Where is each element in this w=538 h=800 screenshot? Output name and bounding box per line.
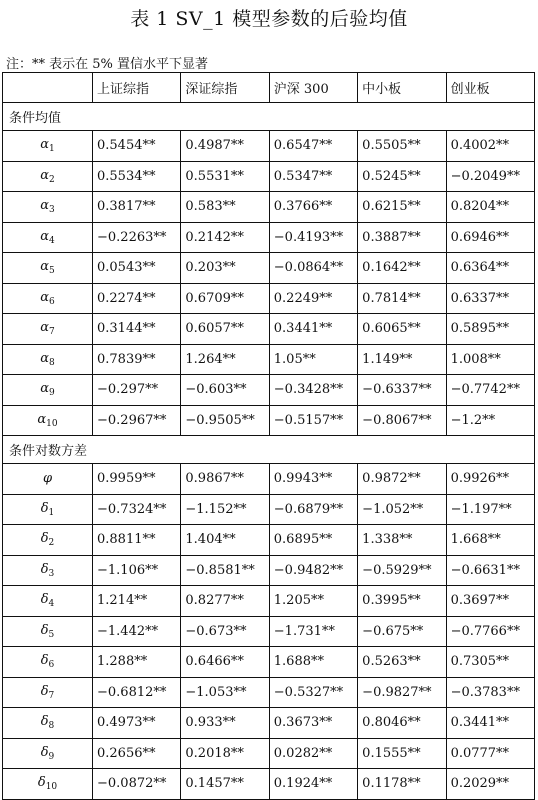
value-cell: 0.6065** (358, 314, 446, 345)
parameter-symbol (3, 375, 93, 406)
value-cell: −1.731** (269, 616, 357, 647)
value-cell: 1.288** (93, 647, 181, 678)
parameter-symbol (3, 494, 93, 525)
value-cell: 1.264** (181, 344, 269, 375)
parameter-symbol (3, 647, 93, 678)
value-cell: 0.5454** (93, 131, 181, 162)
value-cell: 0.1555** (358, 738, 446, 769)
table-row (3, 647, 535, 678)
value-cell: 0.3144** (93, 314, 181, 345)
value-cell: 0.8811** (93, 525, 181, 556)
parameter-subscript: 4 (48, 599, 55, 610)
parameter-subscript: 6 (49, 296, 55, 307)
parameter-letter: δ (40, 683, 49, 699)
table-row (3, 283, 535, 314)
value-cell: 0.3817** (93, 192, 181, 223)
value-cell: 0.9926** (446, 464, 534, 495)
table-row (3, 344, 535, 375)
parameter-letter: δ (40, 622, 49, 638)
value-cell: 0.3995** (358, 586, 446, 617)
table-row (3, 708, 535, 739)
table-row (3, 375, 535, 406)
parameter-subscript: 4 (49, 235, 55, 246)
parameter-subscript: 7 (48, 690, 55, 701)
value-cell: 1.149** (358, 344, 446, 375)
value-cell: −0.6337** (358, 375, 446, 406)
parameter-letter: δ (40, 592, 49, 608)
parameter-subscript: 8 (48, 721, 55, 732)
value-cell: −0.4193** (269, 222, 357, 253)
value-cell: −1.442** (93, 616, 181, 647)
parameter-subscript: 6 (48, 660, 55, 671)
table-row (3, 222, 535, 253)
value-cell: 0.6466** (181, 647, 269, 678)
table-row (3, 525, 535, 556)
parameter-symbol (3, 525, 93, 556)
value-cell: 0.2249** (269, 283, 357, 314)
value-cell: 0.5531** (181, 161, 269, 192)
value-cell: 0.8046** (358, 708, 446, 739)
table-row (3, 738, 535, 769)
column-header-blank (3, 73, 93, 103)
value-cell: 0.2656** (93, 738, 181, 769)
parameter-subscript: 8 (49, 357, 55, 368)
table-row (3, 131, 535, 162)
value-cell: −0.673** (181, 616, 269, 647)
parameter-letter: α (40, 137, 50, 153)
parameter-letter: α (40, 381, 50, 397)
table-row (3, 677, 535, 708)
parameter-symbol (3, 131, 93, 162)
value-cell: 0.6215** (358, 192, 446, 223)
value-cell: 0.9943** (269, 464, 357, 495)
parameter-symbol (3, 192, 93, 223)
value-cell: 0.0543** (93, 253, 181, 284)
value-cell: 0.5534** (93, 161, 181, 192)
parameter-subscript: 3 (48, 568, 55, 579)
parameter-letter: δ (40, 744, 49, 760)
parameter-subscript: 10 (46, 418, 58, 429)
parameter-letter: α (40, 320, 50, 336)
value-cell: 0.3766** (269, 192, 357, 223)
value-cell: −0.0864** (269, 253, 357, 284)
value-cell: 0.2274** (93, 283, 181, 314)
value-cell: 0.5263** (358, 647, 446, 678)
parameter-symbol (3, 222, 93, 253)
value-cell: 0.4973** (93, 708, 181, 739)
parameter-subscript: 2 (49, 174, 55, 185)
table-row (3, 586, 535, 617)
parameter-symbol (3, 586, 93, 617)
value-cell: 0.2029** (446, 769, 534, 800)
value-cell: −0.6812** (93, 677, 181, 708)
value-cell: −0.6879** (269, 494, 357, 525)
parameter-letter: α (40, 167, 50, 183)
parameter-symbol (3, 616, 93, 647)
parameter-symbol (3, 677, 93, 708)
value-cell: 0.6946** (446, 222, 534, 253)
parameter-symbol (3, 314, 93, 345)
parameter-letter: δ (40, 500, 49, 516)
table-row (3, 555, 535, 586)
value-cell: 0.1642** (358, 253, 446, 284)
parameter-letter: δ (40, 561, 49, 577)
parameter-letter: α (40, 259, 50, 275)
value-cell: 0.8277** (181, 586, 269, 617)
parameter-symbol (3, 769, 93, 800)
value-cell: 1.205** (269, 586, 357, 617)
value-cell: 0.6895** (269, 525, 357, 556)
parameter-symbol (3, 283, 93, 314)
table-row (3, 494, 535, 525)
parameter-symbol (3, 253, 93, 284)
value-cell: 0.7814** (358, 283, 446, 314)
parameter-letter: α (40, 198, 50, 214)
parameter-subscript: 1 (48, 507, 55, 518)
parameter-symbol (3, 555, 93, 586)
table-row (3, 192, 535, 223)
column-header-chinext: 创业板 (446, 73, 534, 103)
value-cell: 1.668** (446, 525, 534, 556)
value-cell: 0.1457** (181, 769, 269, 800)
value-cell: 0.3673** (269, 708, 357, 739)
value-cell: 0.6364** (446, 253, 534, 284)
parameter-symbol (3, 464, 93, 495)
value-cell: 1.338** (358, 525, 446, 556)
value-cell: −0.6631** (446, 555, 534, 586)
value-cell: 0.6337** (446, 283, 534, 314)
value-cell: 0.3441** (446, 708, 534, 739)
value-cell: −0.9505** (181, 405, 269, 436)
value-cell: 0.5505** (358, 131, 446, 162)
parameter-symbol (3, 161, 93, 192)
value-cell: 0.1178** (358, 769, 446, 800)
value-cell: 0.5245** (358, 161, 446, 192)
parameter-letter: δ (40, 531, 49, 547)
value-cell: −1.2** (446, 405, 534, 436)
column-header-shanghai: 上证综指 (93, 73, 181, 103)
value-cell: 0.5895** (446, 314, 534, 345)
value-cell: 0.3441** (269, 314, 357, 345)
value-cell: −0.2967** (93, 405, 181, 436)
value-cell: −0.9482** (269, 555, 357, 586)
value-cell: −0.8581** (181, 555, 269, 586)
value-cell: 0.9959** (93, 464, 181, 495)
parameter-letter: δ (40, 653, 49, 669)
table-row (3, 464, 535, 495)
posterior-mean-table (2, 72, 535, 800)
section-row (3, 103, 535, 131)
value-cell: 1.404** (181, 525, 269, 556)
parameter-subscript: 9 (49, 388, 55, 399)
value-cell: −0.297** (93, 375, 181, 406)
parameter-symbol (3, 708, 93, 739)
value-cell: −1.052** (358, 494, 446, 525)
value-cell: 0.9872** (358, 464, 446, 495)
value-cell: 0.6547** (269, 131, 357, 162)
parameter-letter: α (40, 350, 50, 366)
value-cell: 0.5347** (269, 161, 357, 192)
parameter-subscript: 2 (48, 538, 55, 549)
value-cell: 0.4987** (181, 131, 269, 162)
table-row (3, 253, 535, 284)
parameter-letter: δ (37, 775, 46, 791)
parameter-subscript: 7 (49, 327, 55, 338)
value-cell: −0.5327** (269, 677, 357, 708)
value-cell: 0.9867** (181, 464, 269, 495)
value-cell: −0.8067** (358, 405, 446, 436)
header-row (3, 73, 535, 103)
value-cell: −0.3428** (269, 375, 357, 406)
value-cell: 0.2018** (181, 738, 269, 769)
table-row (3, 769, 535, 800)
value-cell: 0.3697** (446, 586, 534, 617)
table-body (3, 73, 535, 800)
value-cell: 0.933** (181, 708, 269, 739)
parameter-subscript: 5 (49, 266, 55, 277)
value-cell: −0.603** (181, 375, 269, 406)
parameter-symbol (3, 405, 93, 436)
parameter-letter: α (40, 289, 50, 305)
value-cell: −1.152** (181, 494, 269, 525)
value-cell: −0.2263** (93, 222, 181, 253)
section-row (3, 436, 535, 464)
value-cell: −0.5157** (269, 405, 357, 436)
parameter-subscript: 9 (48, 751, 55, 762)
column-header-csi300: 沪深 300 (269, 73, 357, 103)
value-cell: 0.0777** (446, 738, 534, 769)
value-cell: −0.9827** (358, 677, 446, 708)
value-cell: 1.05** (269, 344, 357, 375)
value-cell: 0.7305** (446, 647, 534, 678)
parameter-subscript: 5 (48, 629, 55, 640)
table-row (3, 405, 535, 436)
section-label: 条件均值 (3, 103, 535, 131)
value-cell: −1.197** (446, 494, 534, 525)
value-cell: 1.688** (269, 647, 357, 678)
value-cell: −1.106** (93, 555, 181, 586)
column-header-sme-board: 中小板 (358, 73, 446, 103)
parameter-letter: α (40, 228, 50, 244)
value-cell: −0.7324** (93, 494, 181, 525)
value-cell: −0.0872** (93, 769, 181, 800)
value-cell: 0.3887** (358, 222, 446, 253)
value-cell: −1.053** (181, 677, 269, 708)
table-title: 表 1 SV_1 模型参数的后验均值 (130, 8, 408, 30)
parameter-subscript: 10 (45, 782, 58, 793)
value-cell: 0.6057** (181, 314, 269, 345)
table-row (3, 314, 535, 345)
value-cell: −0.7742** (446, 375, 534, 406)
table-row (3, 616, 535, 647)
parameter-letter: δ (40, 714, 49, 730)
parameter-symbol (3, 738, 93, 769)
value-cell: 0.203** (181, 253, 269, 284)
parameter-letter: α (37, 411, 47, 427)
value-cell: −0.5929** (358, 555, 446, 586)
value-cell: 0.4002** (446, 131, 534, 162)
value-cell: 1.008** (446, 344, 534, 375)
parameter-symbol (3, 344, 93, 375)
parameter-subscript: 1 (49, 144, 55, 155)
table-row (3, 161, 535, 192)
value-cell: −0.2049** (446, 161, 534, 192)
value-cell: 0.7839** (93, 344, 181, 375)
value-cell: 0.2142** (181, 222, 269, 253)
section-label: 条件对数方差 (3, 436, 535, 464)
parameter-subscript: 3 (49, 205, 55, 216)
value-cell: −0.675** (358, 616, 446, 647)
value-cell: 1.214** (93, 586, 181, 617)
value-cell: −0.3783** (446, 677, 534, 708)
value-cell: 0.0282** (269, 738, 357, 769)
value-cell: 0.583** (181, 192, 269, 223)
value-cell: 0.8204** (446, 192, 534, 223)
column-header-shenzhen: 深证综指 (181, 73, 269, 103)
value-cell: 0.1924** (269, 769, 357, 800)
value-cell: −0.7766** (446, 616, 534, 647)
significance-note: 注：** 表示在 5% 置信水平下显著 (6, 57, 209, 72)
value-cell: 0.6709** (181, 283, 269, 314)
parameter-letter: φ (42, 471, 53, 487)
